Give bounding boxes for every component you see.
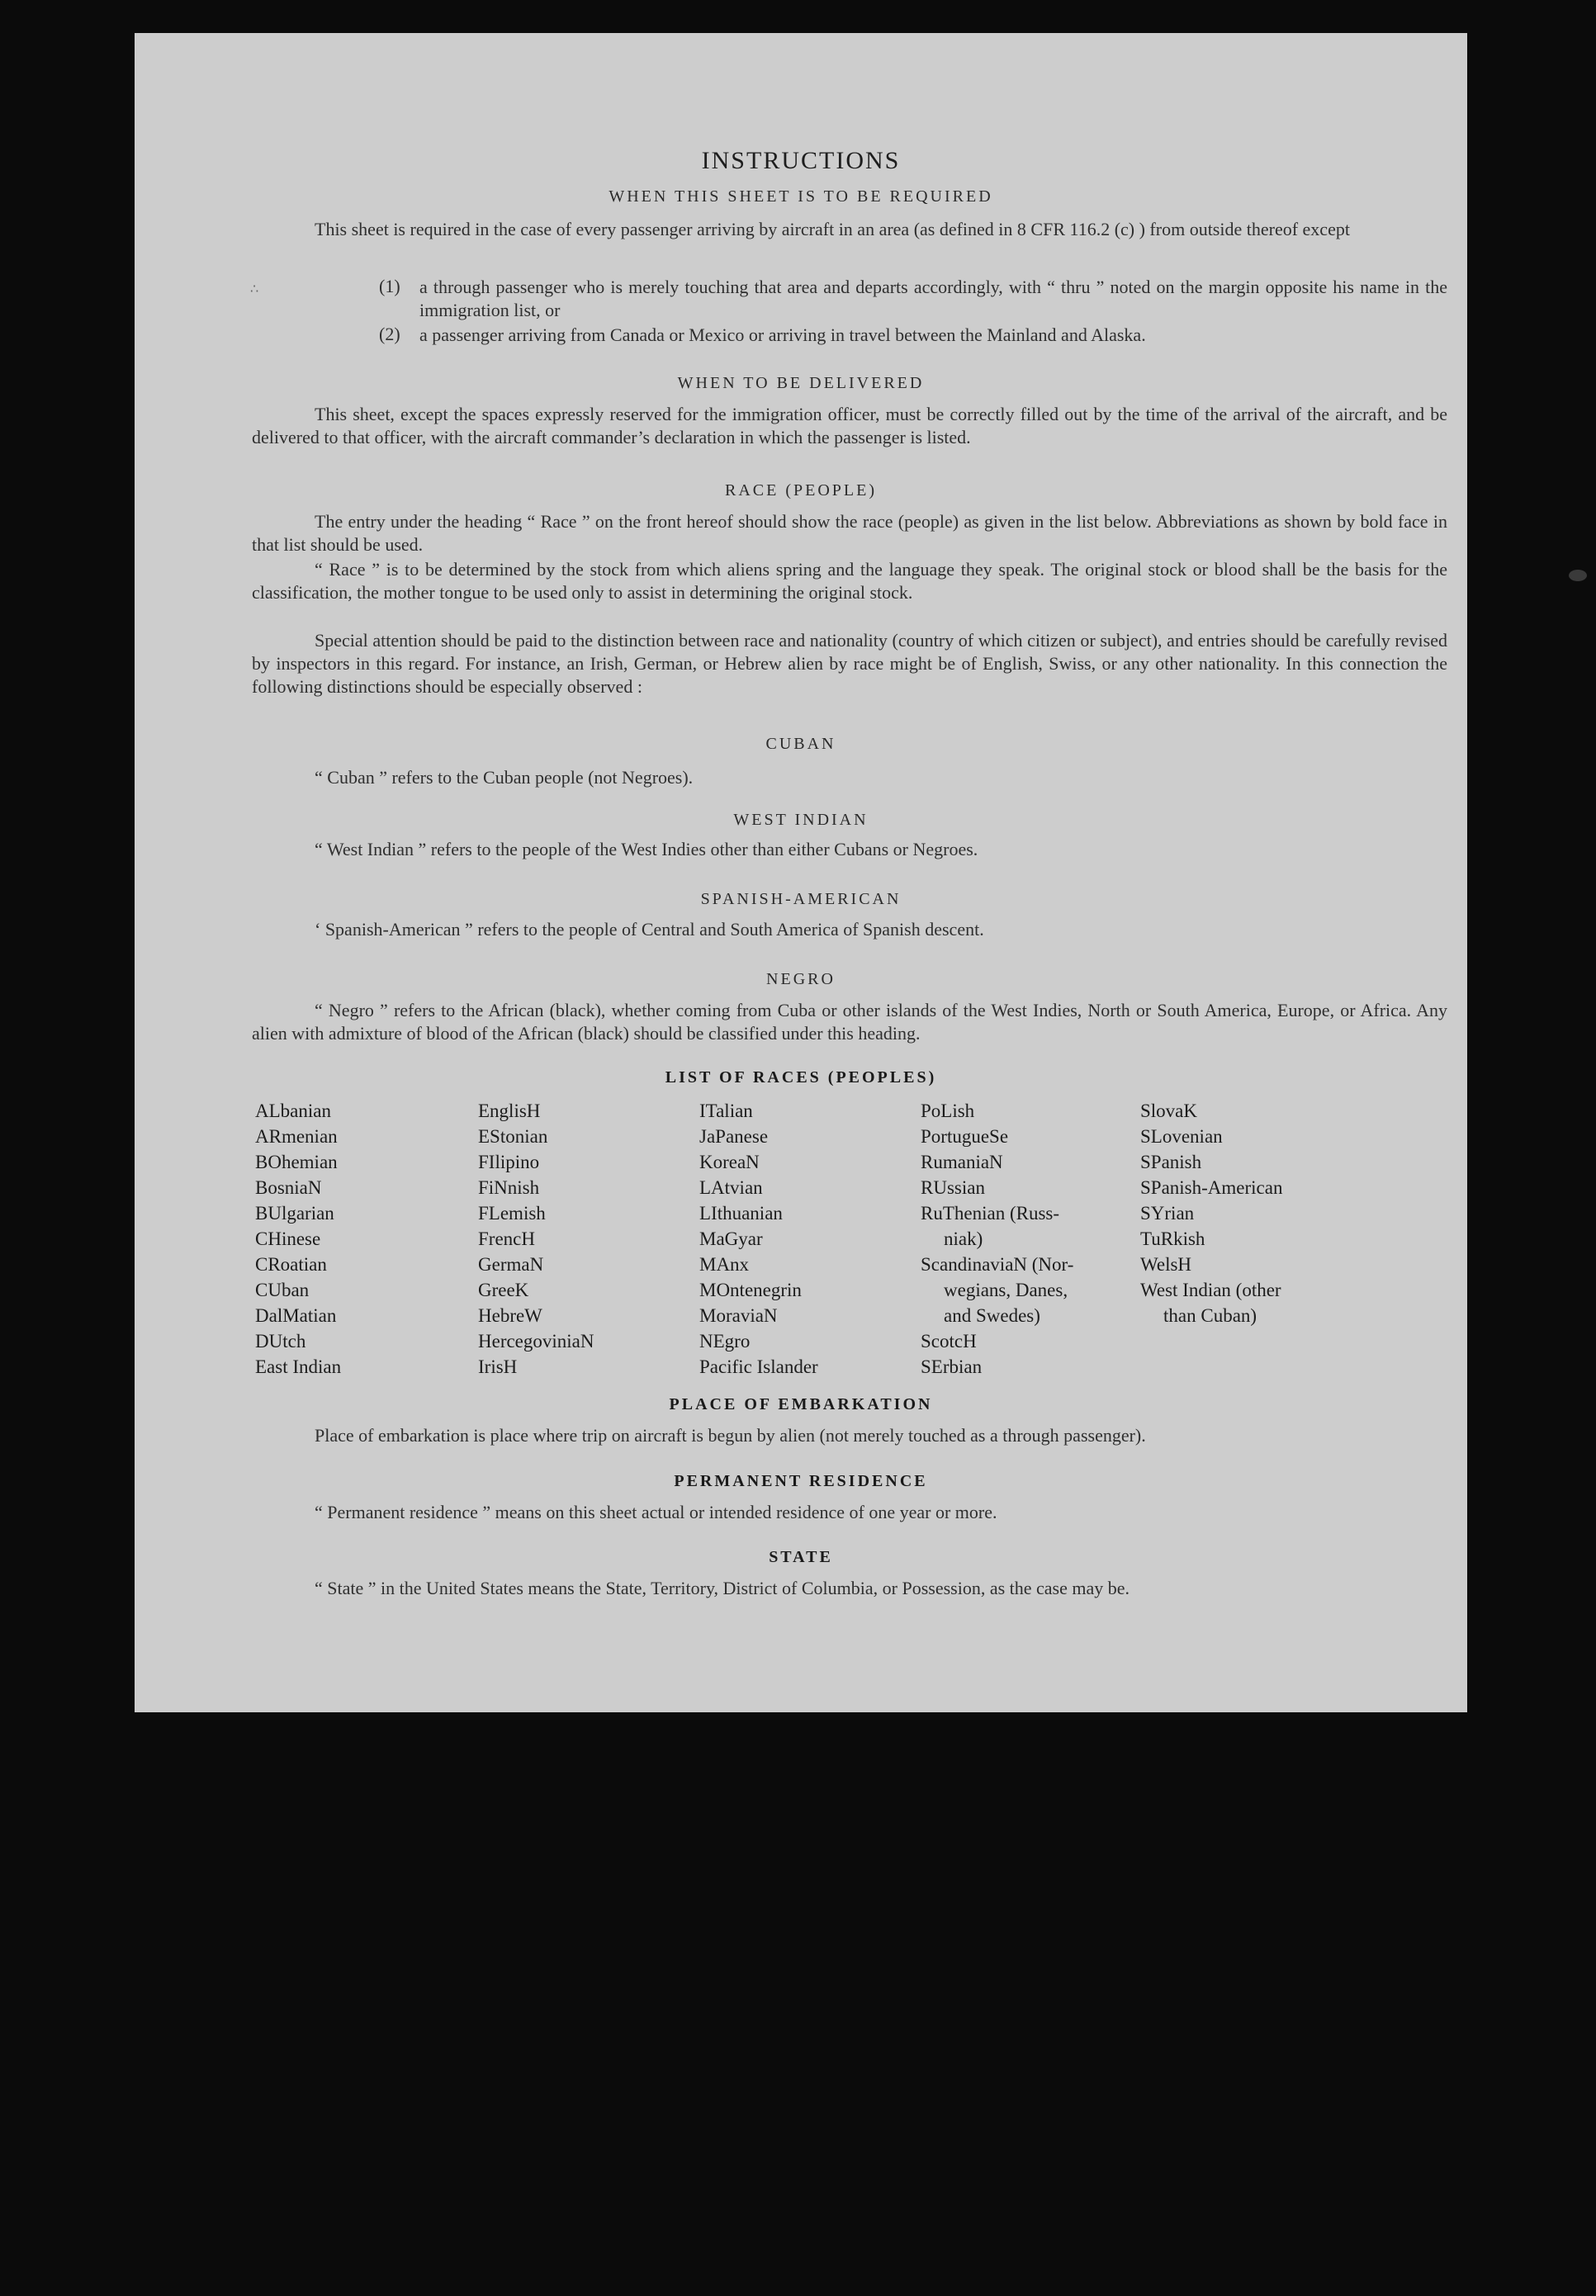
- race-entry: ITalian: [699, 1101, 753, 1121]
- race-entry: IrisH: [478, 1356, 518, 1377]
- race-entry: LIthuanian: [699, 1203, 783, 1224]
- races-column-3: [699, 1098, 818, 1380]
- race-entry: GermaN: [478, 1254, 544, 1275]
- heading-west-indian: WEST INDIAN: [733, 811, 869, 829]
- race-entry: EnglisH: [478, 1101, 541, 1121]
- race-entry-continuation: niak): [944, 1228, 983, 1249]
- race-entry: RuThenian (Russ-: [921, 1203, 1060, 1224]
- race-entry: TuRkish: [1140, 1228, 1205, 1249]
- item-text-2: a passenger arriving from Canada or Mexico or arriving in travel between the Mainland and Alaska.: [419, 324, 1146, 345]
- race-entry: CHinese: [255, 1228, 321, 1249]
- race-entry: HercegoviniaN: [478, 1331, 594, 1352]
- race-entry: DalMatian: [255, 1305, 337, 1326]
- race-entry: MoraviaN: [699, 1305, 778, 1326]
- spanish-american-text: ‘ Spanish-American ” refers to the people of Central and South America of Spanish descent.: [315, 919, 984, 940]
- required-intro: This sheet is required in the case of every passenger arriving by aircraft in an area (as defined in 8 CFR 116.2 (c) ) from outside thereof except: [315, 219, 1350, 239]
- race-entry: SErbian: [921, 1356, 983, 1377]
- race-entry: MAnx: [699, 1254, 750, 1275]
- race-entry: RumaniaN: [921, 1152, 1003, 1172]
- scan-dust-mark: [1569, 570, 1587, 581]
- race-entry: KoreaN: [699, 1152, 760, 1172]
- page-title: INSTRUCTIONS: [701, 147, 901, 174]
- race-entry: MOntenegrin: [699, 1280, 802, 1300]
- race-entry: WelsH: [1140, 1254, 1192, 1275]
- race-entry-continuation: and Swedes): [944, 1305, 1040, 1326]
- races-column-5: [1140, 1098, 1282, 1328]
- races-column-4: [921, 1098, 1073, 1380]
- race-entry: SlovaK: [1140, 1101, 1197, 1121]
- residence-text: “ Permanent residence ” means on this sheet actual or intended residence of one year or more.: [315, 1502, 997, 1522]
- race-entry: CRoatian: [255, 1254, 327, 1275]
- embarkation-text: Place of embarkation is place where trip on aircraft is begun by alien (not merely touched as a through passenger).: [315, 1425, 1146, 1446]
- heading-when-required: WHEN THIS SHEET IS TO BE REQUIRED: [609, 187, 993, 206]
- margin-mark: ∴: [250, 282, 259, 296]
- document-page: [135, 33, 1467, 1712]
- cuban-text: “ Cuban ” refers to the Cuban people (not Negroes).: [315, 767, 694, 788]
- race-entry: BosniaN: [255, 1177, 322, 1198]
- heading-list-of-races: LIST OF RACES (PEOPLES): [665, 1068, 937, 1086]
- delivered-text: This sheet, except the spaces expressly reserved for the immigration officer, must be correctly filled out by the time of the arrival of the aircraft, and be delivered to that officer, with the aircraft commander’s declaration in which the passenger is listed.: [252, 404, 1447, 447]
- race-entry: ScotcH: [921, 1331, 977, 1352]
- races-column-2: [478, 1098, 594, 1380]
- race-entry: FIlipino: [478, 1152, 540, 1172]
- race-entry: SYrian: [1140, 1203, 1195, 1224]
- races-column-1: [255, 1098, 341, 1380]
- race-entry: DUtch: [255, 1331, 306, 1352]
- race-entry-continuation: than Cuban): [1163, 1305, 1257, 1326]
- heading-permanent-residence: PERMANENT RESIDENCE: [674, 1472, 928, 1490]
- state-text: “ State ” in the United States means the State, Territory, District of Columbia, or Possession, as the case may be.: [315, 1578, 1130, 1598]
- race-paragraph-1: The entry under the heading “ Race ” on the front hereof should show the race (people) as given in the list below. Abbreviations as shown by bold face in that list should be used.: [252, 511, 1447, 555]
- race-entry-continuation: wegians, Danes,: [944, 1280, 1068, 1300]
- race-entry: FrencH: [478, 1228, 535, 1249]
- race-entry: FiNnish: [478, 1177, 540, 1198]
- race-entry: GreeK: [478, 1280, 529, 1300]
- race-entry: ScandinaviaN (Nor-: [921, 1254, 1074, 1275]
- west-indian-text: “ West Indian ” refers to the people of the West Indies other than either Cubans or Negroes.: [315, 839, 978, 859]
- race-entry: SPanish-American: [1140, 1177, 1283, 1198]
- race-entry: ARmenian: [255, 1126, 338, 1147]
- race-entry: SPanish: [1140, 1152, 1202, 1172]
- race-entry: SLovenian: [1140, 1126, 1223, 1147]
- race-entry: FLemish: [478, 1203, 546, 1224]
- item-number-1: (1): [379, 276, 400, 296]
- race-paragraph-3: Special attention should be paid to the distinction between race and nationality (country of which citizen or subject), and entries should be carefully revised by inspectors in this regard. For instance, an Irish, German, or Hebrew alien by race might be of English, Swiss, or any other nationality. In this connection the following distinctions should be especially observed :: [252, 630, 1447, 697]
- race-entry: Pacific Islander: [699, 1356, 818, 1377]
- negro-text: “ Negro ” refers to the African (black), whether coming from Cuba or other islands of the West Indies, North or South America, Europe, or Africa. Any alien with admixture of blood of the African (black) should be classified under this heading.: [252, 1000, 1447, 1044]
- race-entry: PortugueSe: [921, 1126, 1009, 1147]
- race-entry: NEgro: [699, 1331, 751, 1352]
- race-entry: BOhemian: [255, 1152, 338, 1172]
- race-entry: HebreW: [478, 1305, 542, 1326]
- race-entry: CUban: [255, 1280, 310, 1300]
- race-entry: BUlgarian: [255, 1203, 334, 1224]
- race-entry: ALbanian: [255, 1101, 331, 1121]
- race-entry: LAtvian: [699, 1177, 763, 1198]
- race-entry: JaPanese: [699, 1126, 769, 1147]
- item-text-1: a through passenger who is merely touching that area and departs accordingly, with “ thru ” noted on the margin opposite his name in the immigration list, or: [419, 277, 1447, 320]
- heading-cuban: CUBAN: [765, 735, 836, 753]
- race-entry: PoLish: [921, 1101, 975, 1121]
- race-entry: MaGyar: [699, 1228, 763, 1249]
- item-number-2: (2): [379, 324, 400, 344]
- race-paragraph-2: “ Race ” is to be determined by the stock from which aliens spring and the language they speak. The original stock or blood shall be the basis for the classification, the mother tongue to be used only to assist in determining the original stock.: [252, 559, 1447, 603]
- heading-state: STATE: [769, 1548, 833, 1566]
- race-entry: EStonian: [478, 1126, 548, 1147]
- heading-race: RACE (PEOPLE): [725, 481, 877, 499]
- heading-when-delivered: WHEN TO BE DELIVERED: [677, 374, 925, 392]
- race-entry: East Indian: [255, 1356, 342, 1377]
- heading-negro: NEGRO: [766, 970, 836, 988]
- race-entry: RUssian: [921, 1177, 985, 1198]
- race-entry: West Indian (other: [1140, 1280, 1281, 1300]
- heading-embarkation: PLACE OF EMBARKATION: [669, 1395, 933, 1413]
- heading-spanish-american: SPANISH-AMERICAN: [700, 890, 902, 908]
